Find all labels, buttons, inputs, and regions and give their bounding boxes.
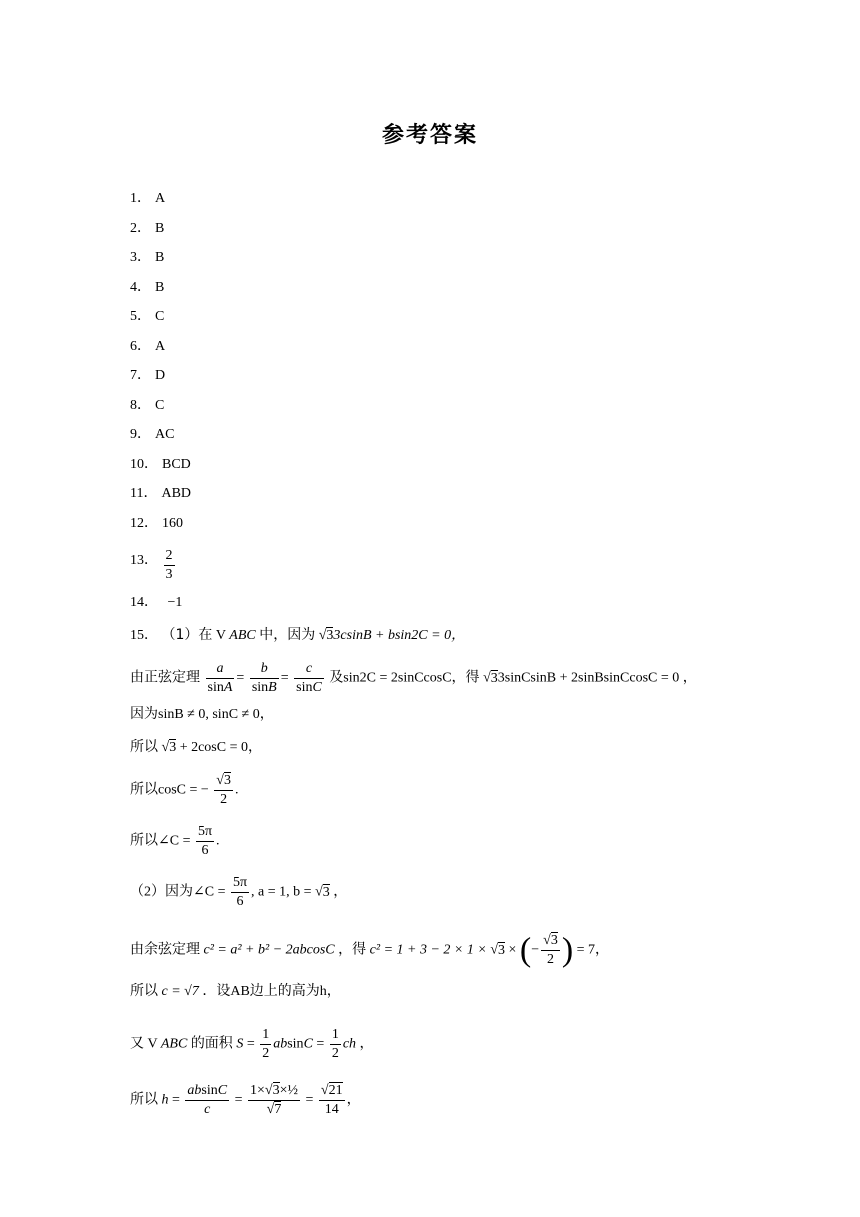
answer-item [130, 308, 164, 326]
text: 所以 [130, 984, 158, 999]
q15-line-8: 由余弦定理 c² = a² + b² − 2abcosC ，得 c² = 1 + 3 − 2 × 1 × √3 × (− $\frac{√3}{2}$ ) = 7， [130, 931, 610, 969]
equation: 3csinB + bsin2C = 0， [333, 628, 466, 643]
text: 由余弦定理 [130, 942, 200, 958]
text: 的面积 [190, 1036, 233, 1052]
equation: c² = 1 + 3 − 2 × 1 × [369, 942, 487, 958]
answer-number: 12． [130, 515, 158, 531]
answer-item [130, 279, 164, 297]
q15-line-7: （2）因为∠C = $\frac{5\pi}{6}$ , a = 1, b = √3 ， [130, 875, 348, 909]
fraction [164, 547, 175, 584]
answer-item [130, 367, 165, 385]
answer-number: 5． [130, 309, 151, 324]
answer-value: A [155, 338, 166, 354]
triangle-symbol: V [215, 628, 226, 643]
text: ，得 [338, 942, 367, 958]
answer-item [130, 190, 165, 208]
answer-value: C [155, 309, 165, 324]
answer-value: D [155, 368, 166, 383]
triangle-symbol: V [147, 1036, 158, 1052]
text: 所以 [130, 1092, 158, 1108]
text: 又 [130, 1036, 144, 1052]
fraction-b-sinB: $\frac{b}{\sin B}$ [251, 661, 277, 695]
part-label: （1）在 [161, 627, 213, 643]
answer-14 [130, 594, 182, 612]
answer-value: B [155, 220, 165, 236]
text: 因为sinB ≠ 0, sinC ≠ 0， [130, 707, 274, 722]
answer-number: 4． [130, 279, 151, 295]
answer-item [130, 456, 191, 474]
answer-number: 2． [130, 220, 151, 236]
numerator: 2 [164, 547, 175, 566]
denominator: 3 [165, 567, 173, 582]
answer-value: BCD [162, 456, 191, 472]
answer-number: 10． [130, 456, 158, 472]
equation: c² = a² + b² − 2abcosC [203, 942, 335, 958]
fraction-5pi-6: $\frac{5\pi}{6}$ [197, 824, 213, 858]
q15-line-3 [130, 706, 274, 724]
answer-item [130, 426, 174, 444]
answer-item [130, 485, 191, 503]
equation: 3sinCsinB + 2sinBsinCcosC = 0 ， [497, 670, 697, 686]
q15-line-1 [130, 626, 465, 645]
answer-number: 11． [130, 486, 158, 501]
text: ．设AB边上的高为h， [202, 984, 341, 999]
answer-item [130, 338, 165, 356]
answer-value: AC [155, 427, 175, 442]
answer-number: 15． [130, 628, 158, 643]
answer-number: 14． [130, 595, 158, 610]
fraction-numeric: $\frac{\text{1×√3×½}}{√7}$ [250, 1083, 298, 1117]
equation: + 2cosC = 0， [179, 740, 262, 755]
q15-line-2: 由正弦定理 $\frac{a}{\sin A}$ = $\frac{b}{\sin B}$ = $\frac{c}{\sin C}$ 及sin2C = 2sinCcosC，得 √33sinCsinB + 2sinBsinCcosC = 0 ， [130, 661, 697, 695]
answer-number: 6． [130, 338, 151, 354]
answer-value: 160 [162, 515, 183, 531]
fraction-sqrt3-2: $\frac{√3}{2}$ [543, 933, 558, 967]
q15-line-4: 所以 √3 + 2cosC = 0， [130, 739, 262, 755]
fraction-1-2: $\frac{1}{2}$ [331, 1027, 339, 1061]
text: 所以∠C = [130, 833, 191, 849]
text: 所以 [130, 739, 158, 755]
fraction-sqrt3-2: $\frac{√3}{2}$ [216, 773, 231, 807]
answer-number: 8． [130, 397, 151, 413]
triangle-name: ABC [160, 1036, 188, 1052]
answer-number: 3． [130, 250, 151, 265]
q15-line-5: 所以cosC = − $\frac{√3}{2}$ . [130, 773, 239, 807]
q15-line-9 [130, 983, 341, 1001]
fraction-5pi-6: $\frac{5\pi}{6}$ [232, 875, 248, 909]
fraction-c-sinC: $\frac{c}{\sin C}$ [296, 661, 322, 695]
sqrt-expression: √3 [318, 628, 334, 643]
answer-value: ABD [161, 486, 192, 501]
triangle-name: ABC [229, 628, 256, 643]
fraction-absinC-c: $\frac{absinC}{c}$ [187, 1083, 228, 1117]
answer-item [130, 220, 164, 238]
answer-number: 9． [130, 427, 151, 442]
answer-value: B [155, 250, 165, 265]
text: 所以cosC = − [130, 782, 209, 798]
text: , a = 1, b = [251, 884, 312, 900]
answer-number: 1． [130, 191, 151, 206]
answer-item [130, 515, 183, 533]
text: 及sin2C = 2sinCcosC，得 [329, 670, 480, 686]
q15-line-6: 所以∠C = $\frac{5\pi}{6}$ . [130, 824, 220, 858]
answer-item [130, 249, 164, 267]
answer-value: −1 [167, 595, 183, 610]
q15-line-10: 又 V ABC 的面积 S = $\frac{1}{2}$ absinC = $\frac{1}{2}$ ch ， [130, 1027, 374, 1061]
fraction-1-2: $\frac{1}{2}$ [262, 1027, 270, 1061]
answer-value: C [155, 397, 165, 413]
answer-13 [130, 547, 177, 584]
fraction-sqrt21-14: $\frac{√21}{14}$ [320, 1083, 343, 1117]
part-label: （2）因为∠C = [130, 884, 226, 900]
page-title: 参考答案 [381, 123, 478, 148]
answer-item [130, 397, 164, 415]
text: 中，因为 [259, 627, 316, 643]
answer-value: B [155, 279, 165, 295]
q15-line-11: 所以 h = $\frac{absinC}{c}$ = $\frac{\text{1×√3×½}}{√7}$ = $\frac{√21}{14}$ ， [130, 1083, 361, 1117]
fraction-a-sinA: $\frac{a}{\sin A}$ [207, 661, 233, 695]
text: 由正弦定理 [130, 669, 200, 686]
equation: c = √7 [161, 984, 199, 999]
answer-value: A [155, 191, 166, 206]
answer-number: 7． [130, 368, 151, 383]
answer-number: 13． [130, 553, 158, 568]
